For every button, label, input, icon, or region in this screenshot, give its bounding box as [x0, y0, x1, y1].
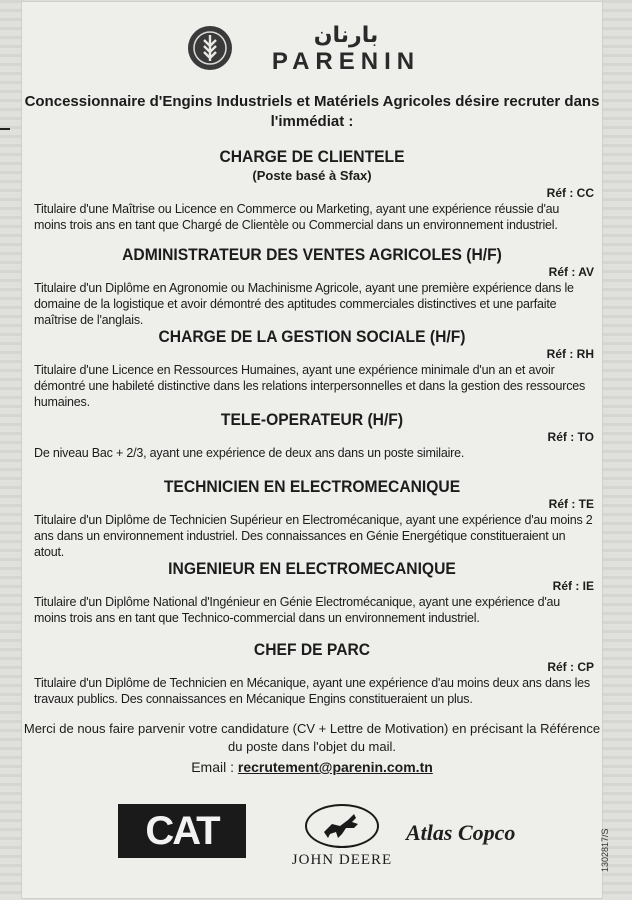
- atlas-copco-logo: Atlas Copco: [406, 820, 516, 845]
- job-ingenieur-electromecanique: [22, 559, 602, 626]
- job-title: CHARGE DE CLIENTELE: [219, 147, 405, 166]
- email-line: [22, 758, 602, 776]
- job-advertisement: [22, 2, 602, 898]
- job-title: INGENIEUR EN ELECTROMECANIQUE: [168, 559, 456, 578]
- job-reference: Réf : TO: [547, 430, 594, 444]
- job-reference: Réf : CP: [547, 660, 594, 674]
- job-gestion-sociale: [22, 327, 602, 410]
- newspaper-column-right: [602, 0, 632, 900]
- john-deere-logo: [280, 804, 404, 866]
- job-title: TECHNICIEN EN ELECTROMECANIQUE: [163, 477, 461, 496]
- job-description: Titulaire d'un Diplôme en Agronomie ou Machinisme Agricole, ayant une première expérience dans le domaine de la logistique et avoir démontré des aptitudes commerciales distinctives et une parfaite maîtrise de l'anglais.: [34, 281, 574, 327]
- publication-reference: 1302817/S: [600, 828, 610, 872]
- job-technicien-electromecanique: [22, 477, 602, 560]
- deer-icon: [305, 804, 379, 848]
- job-description: Titulaire d'une Licence en Ressources Humaines, ayant une expérience minimale d'un an et avoir démontré une habileté distinctive dans les relations interpersonnelles et dans la gestion des ressources humaines.: [34, 363, 586, 409]
- email-label: Email :: [191, 759, 234, 775]
- wheat-emblem-icon: [188, 26, 232, 70]
- newspaper-column-left: [0, 0, 24, 900]
- job-title: ADMINISTRATEUR DES VENTES AGRICOLES (H/F): [122, 245, 502, 264]
- job-chef-de-parc: [22, 640, 602, 707]
- job-description: De niveau Bac + 2/3, ayant une expérience de deux ans dans un poste similaire.: [34, 446, 465, 460]
- john-deere-wordmark: JOHN DEERE: [291, 852, 393, 868]
- job-reference: Réf : IE: [552, 579, 594, 593]
- job-reference: Réf : RH: [546, 347, 594, 361]
- job-reference: Réf : TE: [548, 497, 594, 511]
- job-description: Titulaire d'un Diplôme de Technicien Supérieur en Electromécanique, ayant une expérience d'au moins 2 ans dans un environnement industriel. Des connaissances en Génie Energétique constitueraient un atout.: [34, 513, 593, 559]
- page-edge-mark: [0, 128, 10, 130]
- job-reference: Réf : AV: [548, 265, 594, 279]
- job-title: TELE-OPERATEUR (H/F): [220, 410, 404, 429]
- job-reference: Réf : CC: [546, 186, 594, 200]
- job-charge-clientele: [22, 147, 602, 233]
- job-tele-operateur: [22, 410, 602, 461]
- job-administrateur-ventes: [22, 245, 602, 328]
- company-name-arabic: بارنان: [313, 23, 379, 48]
- cat-logo: CAT: [118, 804, 246, 858]
- job-title: CHARGE DE LA GESTION SOCIALE (H/F): [158, 327, 466, 346]
- email-link[interactable]: recrutement@parenin.com.tn: [237, 759, 433, 775]
- company-name-latin: PARENIN: [271, 48, 421, 75]
- job-title: CHEF DE PARC: [253, 640, 371, 659]
- job-subtitle: (Poste basé à Sfax): [252, 168, 372, 183]
- application-instructions: Merci de nous faire parvenir votre candidature (CV + Lettre de Motivation) en précisant la Référence du poste dans l'objet du mail.: [23, 721, 601, 754]
- job-description: Titulaire d'un Diplôme National d'Ingénieur en Génie Electromécanique, ayant une expérience d'au moins trois ans en tant que Technico-commercial dans un environnement industriel.: [34, 595, 561, 625]
- company-logo: [182, 24, 452, 76]
- job-description: Titulaire d'un Diplôme de Technicien en Mécanique, ayant une expérience d'au moins deux ans dans les travaux publics. Des connaissances en Mécanique Engins constitueraient un plus.: [34, 676, 590, 706]
- job-description: Titulaire d'une Maîtrise ou Licence en Commerce ou Marketing, ayant une expérience réussie d'au moins trois ans en tant que Chargé de Clientèle ou Commercial dans un environnement industriel.: [34, 202, 560, 232]
- intro-text: Concessionnaire d'Engins Industriels et Matériels Agricoles désire recruter dans l'immédiat :: [24, 93, 600, 130]
